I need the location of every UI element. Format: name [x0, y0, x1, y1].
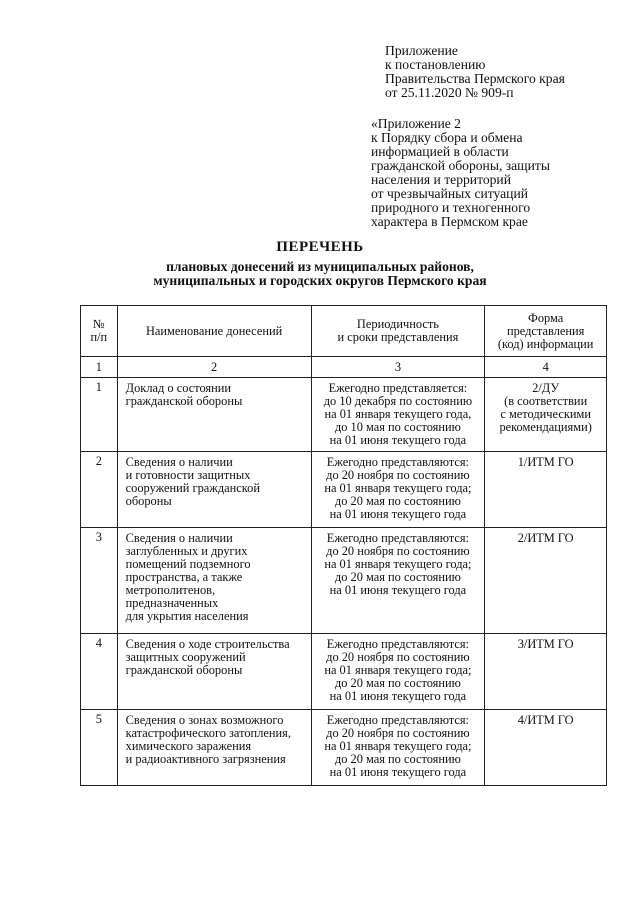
- row-number-cell: [81, 528, 118, 634]
- report-period: Ежегодно представляются: до 20 ноября по состоянию на 01 января текущего года; до 20 мая по состоянию на 01 июня текущего года: [324, 455, 472, 521]
- report-form-cell: [485, 378, 607, 452]
- row-number: 5: [95, 712, 102, 726]
- header-form: Форма представления (код) информации: [485, 306, 607, 357]
- appendix-line: к постановлению: [385, 57, 486, 72]
- document-title: ПЕРЕЧЕНЬ: [276, 239, 364, 255]
- appendix-line: Правительства Пермского края: [385, 71, 565, 86]
- report-period: Ежегодно представляется: до 10 декабря по состоянию на 01 января текущего года, до 10 мая по состоянию на 01 июня текущего года: [323, 381, 473, 447]
- appendix2-block: [371, 117, 631, 229]
- header-no: № п/п: [81, 306, 118, 357]
- report-period-cell: [311, 634, 485, 710]
- header-period: Периодичность и сроки представления: [311, 306, 485, 357]
- report-period: Ежегодно представляются: до 20 ноября по состоянию на 01 января текущего года; до 20 мая по состоянию на 01 июня текущего года: [324, 531, 472, 597]
- row-number-cell: [81, 452, 118, 528]
- report-period-cell: [311, 710, 485, 786]
- report-period-cell: [311, 378, 485, 452]
- subtitle-line-1: плановых донесений из муниципальных районов,: [166, 259, 474, 274]
- table-row: [81, 452, 607, 528]
- report-name-cell: [117, 634, 311, 710]
- header-name: Наименование донесений: [117, 306, 311, 357]
- report-name: Доклад о состоянии гражданской обороны: [125, 381, 243, 408]
- row-number: 1: [95, 380, 102, 394]
- report-form-cell: [485, 528, 607, 634]
- appendix2-line: природного и техногенного: [371, 200, 531, 215]
- report-name: Сведения о зонах возможного катастрофического затопления, химического заражения и радиоактивного загрязнения: [125, 713, 291, 766]
- report-form-cell: [485, 452, 607, 528]
- report-name-cell: [117, 378, 311, 452]
- row-number: 2: [95, 454, 102, 468]
- column-number: 2: [117, 357, 311, 378]
- row-number-cell: [81, 378, 118, 452]
- report-name: Сведения о наличии и готовности защитных сооружений гражданской обороны: [125, 455, 260, 508]
- appendix2-line: характера в Пермском крае: [371, 214, 528, 229]
- column-number: 4: [485, 357, 607, 378]
- document-subtitle: [0, 260, 640, 288]
- report-form-cell: [485, 634, 607, 710]
- appendix2-line: информацией в области: [371, 144, 509, 159]
- table-row: [81, 710, 607, 786]
- report-form-cell: [485, 710, 607, 786]
- appendix2-line: гражданской обороны, защиты: [371, 158, 550, 173]
- report-period: Ежегодно представляются: до 20 ноября по состоянию на 01 января текущего года; до 20 мая по состоянию на 01 июня текущего года: [324, 713, 472, 779]
- table-row: [81, 378, 607, 452]
- report-name-cell: [117, 710, 311, 786]
- report-form: 2/ДУ (в соответствии с методическими рекомендациями): [499, 381, 592, 434]
- row-number: 3: [95, 530, 102, 544]
- report-form: 2/ИТМ ГО: [517, 531, 574, 545]
- table-row: [81, 528, 607, 634]
- appendix-block: [385, 44, 625, 100]
- report-form: 1/ИТМ ГО: [517, 455, 574, 469]
- reports-table: [80, 305, 607, 786]
- report-name: Сведения о ходе строительства защитных сооружений гражданской обороны: [125, 637, 290, 677]
- report-form: 3/ИТМ ГО: [517, 637, 574, 651]
- appendix2-line: от чрезвычайных ситуаций: [371, 186, 529, 201]
- appendix-line: от 25.11.2020 № 909-п: [385, 85, 514, 100]
- subtitle-line-2: муниципальных и городских округов Пермского края: [153, 273, 487, 288]
- appendix2-line: к Порядку сбора и обмена: [371, 130, 523, 145]
- row-number: 4: [95, 636, 102, 650]
- column-numbers-row: [81, 357, 607, 378]
- report-period-cell: [311, 528, 485, 634]
- table-row: [81, 634, 607, 710]
- report-name-cell: [117, 452, 311, 528]
- row-number-cell: [81, 710, 118, 786]
- appendix-line: Приложение: [385, 43, 458, 58]
- report-form: 4/ИТМ ГО: [517, 713, 574, 727]
- report-period-cell: [311, 452, 485, 528]
- appendix2-line: населения и территорий: [371, 172, 511, 187]
- column-number: 1: [81, 357, 118, 378]
- report-period: Ежегодно представляются: до 20 ноября по состоянию на 01 января текущего года; до 20 мая по состоянию на 01 июня текущего года: [324, 637, 472, 703]
- report-name-cell: [117, 528, 311, 634]
- appendix2-line: «Приложение 2: [371, 116, 461, 131]
- report-name: Сведения о наличии заглубленных и других помещений подземного пространства, а также метрополитенов, предназначенных для укрытия населения: [125, 531, 251, 623]
- table-header-row: [81, 306, 607, 357]
- row-number-cell: [81, 634, 118, 710]
- column-number: 3: [311, 357, 485, 378]
